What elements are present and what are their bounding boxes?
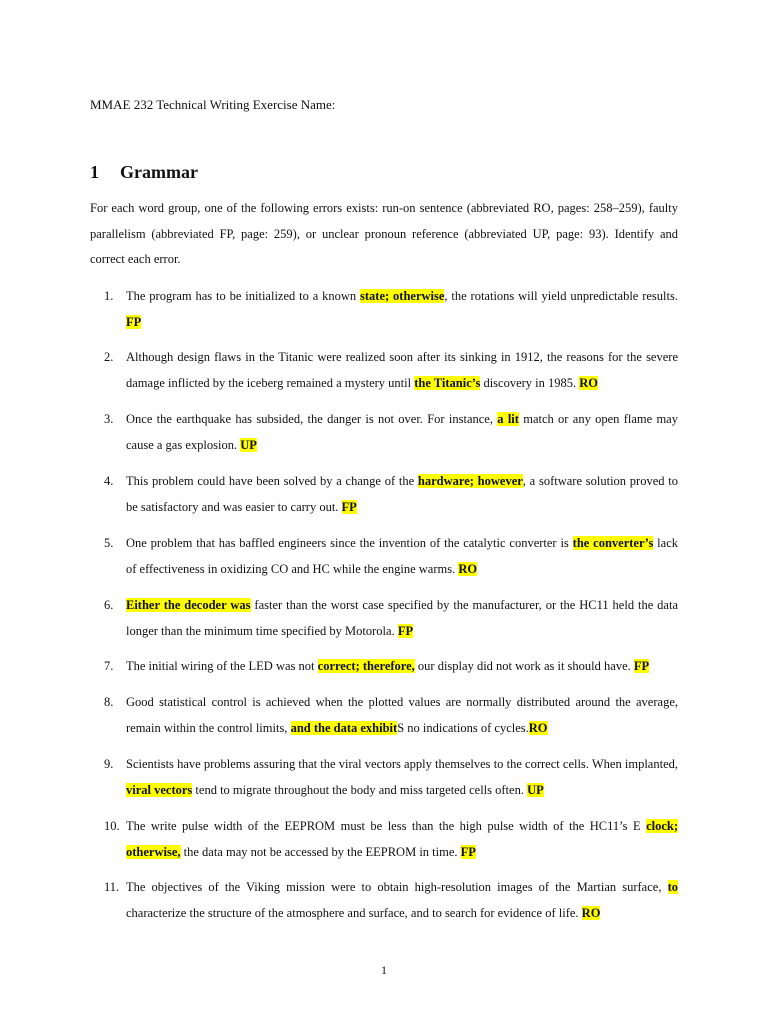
section-number: 1 xyxy=(90,162,99,182)
highlighted-error: hardware; however xyxy=(417,474,523,488)
item-text xyxy=(126,283,678,335)
exercise-header: MMAE 232 Technical Writing Exercise Name: xyxy=(90,97,336,112)
item-number: 5. xyxy=(104,536,114,550)
exercise-item xyxy=(90,344,678,396)
item-text xyxy=(126,344,678,396)
highlighted-error: a lit xyxy=(497,412,519,426)
item-number: 9. xyxy=(104,757,114,771)
page-number: 1 xyxy=(381,963,387,977)
item-text-before: Scientists have problems assuring that the viral vectors apply themselves to the correct cells. When implanted, xyxy=(126,757,678,771)
item-number: 10. xyxy=(104,819,120,833)
item-text xyxy=(126,874,678,926)
exercise-item xyxy=(90,751,678,803)
item-text-before: Although design flaws in the Titanic were realized soon after its sinking in 1912, the reasons for the severe damage inflicted by the iceberg remained a mystery until xyxy=(126,350,678,390)
item-number: 4. xyxy=(104,474,114,488)
item-text-after: tend to migrate throughout the body and miss targeted cells often. xyxy=(192,783,528,797)
highlighted-error: Either the decoder was xyxy=(126,598,251,612)
exercise-item xyxy=(90,813,678,865)
error-tag: FP xyxy=(397,624,414,638)
item-text xyxy=(126,406,678,458)
exercise-item xyxy=(90,874,678,926)
exercise-item xyxy=(90,468,678,520)
item-text xyxy=(126,592,678,644)
exercise-item xyxy=(90,530,678,582)
item-text xyxy=(126,468,678,520)
item-number: 3. xyxy=(104,412,114,426)
highlighted-error: correct; therefore, xyxy=(317,659,415,673)
item-number: 1. xyxy=(104,289,114,303)
item-number: 11. xyxy=(104,880,120,894)
item-text-before: The write pulse width of the EEPROM must be less than the high pulse width of the HC11’s E xyxy=(126,819,647,833)
error-tag: UP xyxy=(240,438,257,452)
item-text-before: Good statistical control is achieved when the plotted values are normally distributed around the average, remain within the control limits, xyxy=(126,695,678,735)
error-tag: FP xyxy=(460,845,476,859)
item-text-before: One problem that has baffled engineers since the invention of the catalytic converter is xyxy=(126,536,573,550)
item-text-after: discovery in 1985. xyxy=(480,376,580,390)
highlighted-error: state; otherwise xyxy=(360,289,445,303)
exercise-item xyxy=(90,592,678,644)
item-text xyxy=(126,813,678,865)
highlighted-error: viral vectors xyxy=(126,783,193,797)
error-tag: UP xyxy=(527,783,544,797)
item-text xyxy=(126,530,678,582)
item-text-after: our display did not work as it should have. xyxy=(414,659,634,673)
item-text xyxy=(126,689,678,741)
item-text-after: match or any open flame may cause a gas explosion. xyxy=(126,412,678,452)
highlighted-error: clock; otherwise, xyxy=(126,819,678,859)
item-text-after: faster than the worst case specified by the manufacturer, or the HC11 held the data longer than the minimum time specified by Motorola. xyxy=(126,598,678,638)
item-text-before: Once the earthquake has subsided, the danger is not over. For instance, xyxy=(126,412,498,426)
exercise-item xyxy=(90,689,678,741)
item-text-after: , the rotations will yield unpredictable results. xyxy=(444,289,678,303)
item-text xyxy=(126,653,678,679)
item-number: 8. xyxy=(104,695,114,709)
item-number: 7. xyxy=(104,659,114,673)
exercise-item xyxy=(90,653,678,679)
exercise-item xyxy=(90,283,678,335)
item-number: 2. xyxy=(104,350,114,364)
item-text-before: The initial wiring of the LED was not xyxy=(126,659,318,673)
error-tag: RO xyxy=(581,906,601,920)
error-tag: RO xyxy=(528,721,548,735)
instructions-paragraph: For each word group, one of the following errors exists: run-on sentence (abbreviated RO, pages: 258–259), faulty parallelism (abbreviated FP, page: 259), or unclear pronoun reference (abbreviated UP, page: 93). Identify and correct each error. xyxy=(90,201,678,266)
section-title: Grammar xyxy=(120,162,198,182)
item-text-after: the data may not be accessed by the EEPROM in time. xyxy=(180,845,461,859)
item-number: 6. xyxy=(104,598,114,612)
item-text-before: This problem could have been solved by a change of the xyxy=(126,474,418,488)
item-text-after: lack of effectiveness in oxidizing CO and HC while the engine warms. xyxy=(126,536,679,576)
item-text xyxy=(126,751,678,803)
error-tag: RO xyxy=(458,562,478,576)
item-text-after: S no indications of cycles. xyxy=(397,721,529,735)
highlighted-error: the Titanic’s xyxy=(414,376,481,390)
highlighted-error: to xyxy=(667,880,678,894)
error-tag: FP xyxy=(341,500,357,514)
highlighted-error: and the data exhibit xyxy=(290,721,398,735)
item-text-after: characterize the structure of the atmosphere and surface, and to search for evidence of life. xyxy=(126,906,582,920)
highlighted-error: the converter’s xyxy=(572,536,654,550)
item-text-before: The program has to be initialized to a known xyxy=(126,289,361,303)
item-text-after: , a software solution proved to be satisfactory and was easier to carry out. xyxy=(126,474,678,514)
error-tag: FP xyxy=(633,659,650,673)
item-text-before: The objectives of the Viking mission were to obtain high-resolution images of the Martian surface, xyxy=(126,880,668,894)
error-tag: RO xyxy=(579,376,599,390)
section-heading xyxy=(90,160,198,184)
error-tag: FP xyxy=(126,315,142,329)
exercise-item xyxy=(90,406,678,458)
